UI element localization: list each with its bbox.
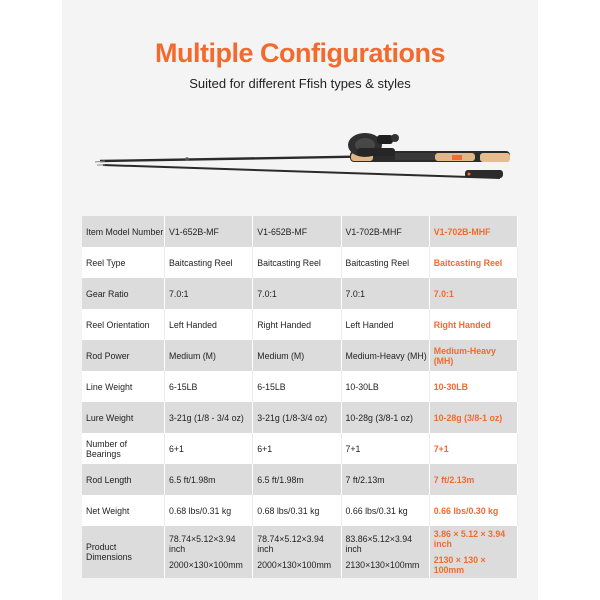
table-row [82,309,518,340]
spec-cell: Left Handed [165,309,253,340]
table-row [82,247,518,278]
spec-cell [341,526,429,578]
spec-cell: 6+1 [253,433,341,464]
spec-cell: 0.68 lbs/0.31 kg [253,495,341,526]
spec-cell: 10-28g (3/8-1 oz) [429,402,517,433]
spec-cell: 7 ft/2.13m [341,464,429,495]
row-label: Product Dimensions [82,526,165,578]
spec-cell: 6+1 [165,433,253,464]
line-guide [185,157,189,161]
spec-cell [253,526,341,578]
spec-cell: Left Handed [341,309,429,340]
spec-cell: Medium-Heavy (MH) [341,340,429,371]
row-label: Rod Power [82,340,165,371]
spec-cell: 7.0:1 [429,278,517,309]
spec-cell: 10-30LB [341,371,429,402]
table-row [82,371,518,402]
table-row [82,278,518,309]
spec-cell: V1-652B-MF [165,216,253,247]
rod-blank-lower [103,165,500,178]
row-label: Reel Type [82,247,165,278]
spec-value-inch: 3.86 × 5.12 × 3.94 inch [433,529,506,549]
spec-cell: 3-21g (1/8 - 3/4 oz) [165,402,253,433]
spec-cell: Medium-Heavy (MH) [429,340,517,371]
table-row [82,495,518,526]
spec-cell: Right Handed [429,309,517,340]
spec-value-mm: 2000×130×100mm [169,560,243,570]
spec-cell: 7.0:1 [165,278,253,309]
spec-cell: V1-702B-MHF [429,216,517,247]
spec-cell: 7+1 [429,433,517,464]
spec-cell: Medium (M) [253,340,341,371]
spec-cell: 7 ft/2.13m [429,464,517,495]
table-row [82,340,518,371]
spec-cell: Medium (M) [165,340,253,371]
spec-cell: Baitcasting Reel [253,247,341,278]
spec-value-mm: 2130×130×100mm [345,560,420,570]
table-row [82,216,518,247]
spec-cell: 6.5 ft/1.98m [165,464,253,495]
spec-cell: 10-30LB [429,371,517,402]
spec-cell: 7+1 [341,433,429,464]
spec-value-inch: 78.74×5.12×3.94 inch [169,534,236,554]
spec-cell: Baitcasting Reel [165,247,253,278]
row-label: Gear Ratio [82,278,165,309]
accent-band [452,155,462,160]
row-label: Rod Length [82,464,165,495]
spec-cell [165,526,253,578]
spec-cell: 0.66 lbs/0.31 kg [341,495,429,526]
spec-table [82,216,518,578]
spec-cell: 0.68 lbs/0.31 kg [165,495,253,526]
spec-cell: 3-21g (1/8-3/4 oz) [253,402,341,433]
table-row [82,464,518,495]
spec-cell: 7.0:1 [341,278,429,309]
spec-cell [429,526,517,578]
row-label: Net Weight [82,495,165,526]
row-label: Item Model Number [82,216,165,247]
table-row [82,433,518,464]
spec-cell: 6-15LB [253,371,341,402]
row-label: Reel Orientation [82,309,165,340]
spec-value-inch: 83.86×5.12×3.94 inch [345,534,413,554]
row-label: Lure Weight [82,402,165,433]
table-row [82,402,518,433]
page-subtitle: Suited for different Ffish types & styles [189,76,411,91]
spec-value-mm: 2000×130×100mm [257,560,332,570]
fishing-rod-image [95,120,515,190]
row-label: Number of Bearings [82,433,165,464]
row-label: Line Weight [82,371,165,402]
spec-value-mm: 2130 × 130 × 100mm [433,555,486,575]
reel-handle-knob [391,134,399,142]
spec-cell: Right Handed [253,309,341,340]
page-title: Multiple Configurations [155,38,445,68]
spec-cell: 10-28g (3/8-1 oz) [341,402,429,433]
spec-cell: V1-652B-MF [253,216,341,247]
spec-cell: Baitcasting Reel [429,247,517,278]
spec-cell: 0.66 lbs/0.30 kg [429,495,517,526]
spec-value-inch: 78.74×5.12×3.94 inch [257,534,324,554]
spec-cell: 7.0:1 [253,278,341,309]
spec-cell: 6-15LB [165,371,253,402]
spec-cell: 6.5 ft/1.98m [253,464,341,495]
spec-cell: Baitcasting Reel [341,247,429,278]
spec-cell: V1-702B-MHF [341,216,429,247]
table-row [82,526,518,578]
